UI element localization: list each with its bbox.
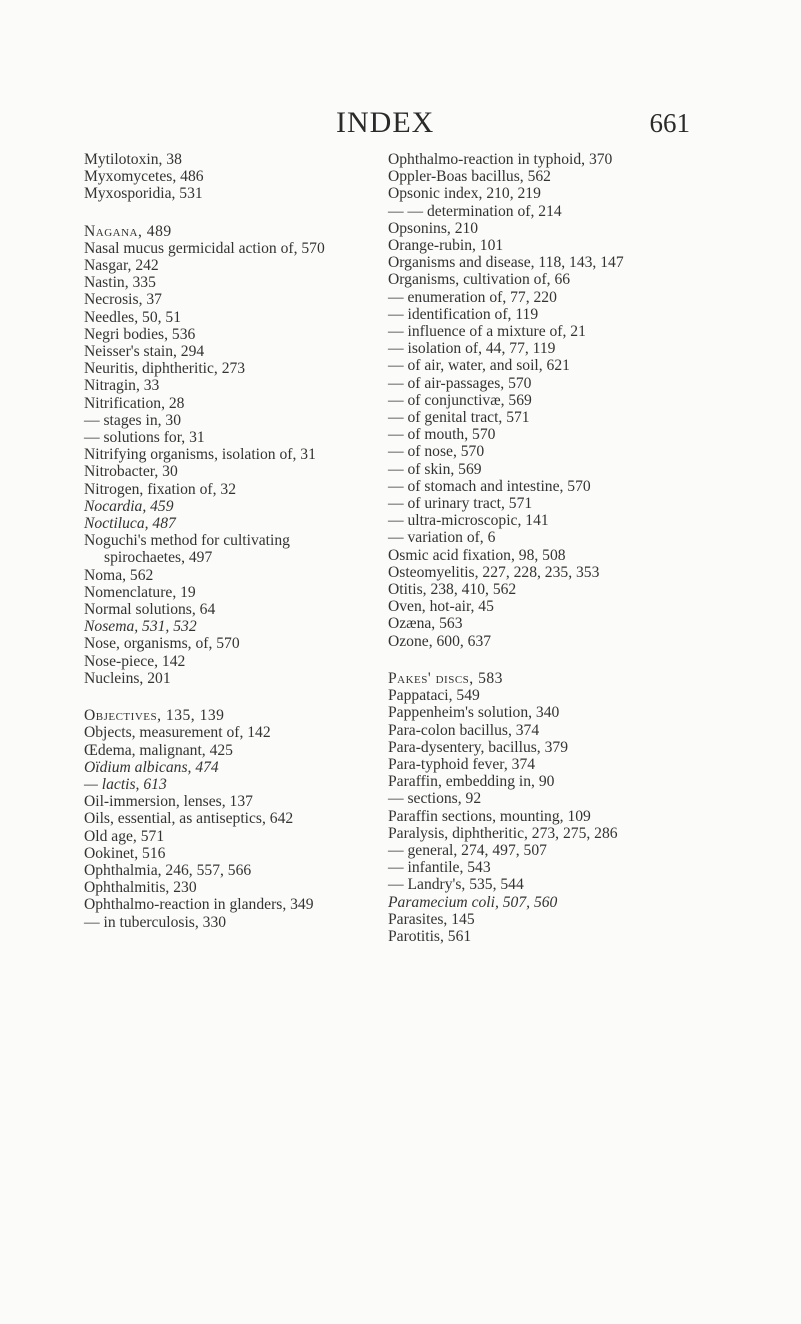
index-entry: Mytilotoxin, 38 [84, 151, 182, 168]
index-entry: Œdema, malignant, 425 [84, 741, 233, 759]
index-entry: Ophthalmo-reaction in typhoid, 370 [388, 151, 613, 168]
index-entry: Neuritis, diphtheritic, 273 [84, 360, 246, 378]
index-entry: Necrosis, 37 [84, 291, 162, 309]
index-entry: — influence of a mixture of, 21 [388, 323, 586, 341]
index-entry: Myxomycetes, 486 [84, 168, 204, 186]
index-entry: Para-dysentery, bacillus, 379 [388, 738, 568, 756]
index-entry: Para-typhoid fever, 374 [388, 755, 536, 773]
index-entry: Opsonic index, 210, 219 [388, 185, 541, 203]
index-entry: Objectives, 135, 139 [84, 707, 225, 725]
index-entry: — stages in, 30 [84, 411, 182, 429]
index-entry: — of nose, 570 [388, 443, 485, 461]
index-entry: Organisms, cultivation of, 66 [388, 271, 571, 289]
index-entry: — of stomach and intestine, 570 [388, 477, 591, 495]
index-heading: INDEX [336, 106, 435, 139]
index-entry: Myxosporidia, 531 [84, 185, 203, 203]
index-entry: Ozone, 600, 637 [388, 632, 492, 650]
index-entry: — enumeration of, 77, 220 [388, 288, 557, 306]
page-header [0, 102, 801, 142]
index-entry: Parotitis, 561 [388, 927, 472, 945]
index-entry: Pappataci, 549 [388, 687, 480, 705]
index-entry: Neisser's stain, 294 [84, 343, 205, 361]
index-entry: Ookinet, 516 [84, 844, 166, 862]
index-entry: Nagana, 489 [84, 222, 172, 240]
index-entry: Nucleins, 201 [84, 669, 171, 687]
section-gap [388, 650, 690, 670]
index-entry: Paraffin, embedding in, 90 [388, 773, 555, 791]
index-entry: Paraffin sections, mounting, 109 [388, 807, 591, 825]
index-entry: Osteomyelitis, 227, 228, 235, 353 [388, 563, 600, 581]
index-entry: Nosema, 531, 532 [84, 618, 197, 636]
index-entry: Osmic acid fixation, 98, 508 [388, 546, 566, 564]
index-entry: Nasgar, 242 [84, 257, 159, 275]
page-number: 661 [649, 108, 690, 138]
index-entry: — identification of, 119 [388, 305, 539, 323]
index-entry: — solutions for, 31 [84, 429, 205, 447]
index-entry: Normal solutions, 64 [84, 601, 216, 619]
index-entry: — infantile, 543 [388, 859, 491, 877]
left-index-column [84, 151, 352, 931]
index-entry: Noctiluca, 487 [84, 515, 176, 533]
index-entry: Opsonins, 210 [388, 219, 479, 237]
index-entry: Otitis, 238, 410, 562 [388, 581, 517, 599]
index-entry: Nocardia, 459 [84, 497, 174, 515]
index-entry: Nitrifying organisms, isolation of, 31 [84, 446, 316, 464]
index-entry: Organisms and disease, 118, 143, 147 [388, 254, 624, 272]
index-entry: Ophthalmia, 246, 557, 566 [84, 861, 252, 879]
index-entry: — of air-passages, 570 [388, 374, 532, 392]
index-entry: — isolation of, 44, 77, 119 [388, 340, 556, 358]
index-entry: Nose-piece, 142 [84, 652, 186, 670]
index-entry: Oïdium albicans, 474 [84, 758, 219, 776]
index-entry: Old age, 571 [84, 827, 165, 845]
section-gap [84, 687, 352, 707]
index-entry: Parasites, 145 [388, 910, 475, 928]
index-entry: Nitrobacter, 30 [84, 463, 178, 481]
index-entry: Nitragin, 33 [84, 377, 160, 395]
index-entry: — general, 274, 497, 507 [388, 841, 547, 859]
index-entry: — — determination of, 214 [388, 202, 562, 220]
index-entry: — in tuberculosis, 330 [84, 913, 227, 931]
index-entry: Noma, 562 [84, 566, 154, 584]
index-entry: Nitrification, 28 [84, 394, 185, 412]
right-index-column [388, 151, 690, 945]
index-entry: Oppler-Boas bacillus, 562 [388, 168, 551, 186]
index-entry: Oils, essential, as antiseptics, 642 [84, 810, 294, 828]
index-entry: — of skin, 569 [388, 460, 482, 478]
index-entry: — variation of, 6 [388, 529, 496, 547]
index-entry: — of urinary tract, 571 [388, 495, 533, 513]
index-entry: Needles, 50, 51 [84, 308, 182, 326]
index-entry: Objects, measurement of, 142 [84, 724, 271, 742]
index-entry: Oil-immersion, lenses, 137 [84, 793, 253, 811]
index-entry: Para-colon bacillus, 374 [388, 721, 540, 739]
index-entry: Pappenheim's solution, 340 [388, 704, 560, 722]
index-entry: Nose, organisms, of, 570 [84, 635, 240, 653]
index-entry: — of genital tract, 571 [388, 409, 530, 427]
index-entry: Nomenclature, 19 [84, 583, 196, 601]
index-entry: Pakes' discs, 583 [388, 669, 503, 687]
index-entry: — lactis, 613 [84, 775, 167, 793]
index-entry: Oven, hot-air, 45 [388, 598, 494, 616]
index-entry: Ozæna, 563 [388, 615, 463, 633]
index-entry: Orange-rubin, 101 [388, 237, 504, 255]
index-entry: — sections, 92 [388, 790, 482, 808]
index-entry: Ophthalmitis, 230 [84, 879, 197, 897]
index-entry: Ophthalmo-reaction in glanders, 349 [84, 896, 314, 914]
index-entry: — of mouth, 570 [388, 426, 496, 444]
section-gap [84, 203, 352, 223]
index-entry: Nasal mucus germicidal action of, 570 [84, 239, 325, 257]
index-entry: Negri bodies, 536 [84, 325, 196, 343]
index-entry: Paralysis, diphtheritic, 273, 275, 286 [388, 824, 618, 842]
index-entry: — of conjunctivæ, 569 [388, 391, 532, 409]
index-entry: — Landry's, 535, 544 [388, 876, 524, 894]
index-entry: — ultra-microscopic, 141 [388, 512, 549, 530]
index-entry: Nastin, 335 [84, 274, 156, 292]
index-entry: Noguchi's method for cultivating spirochaetes, 497 [84, 532, 290, 567]
index-entry: Nitrogen, fixation of, 32 [84, 480, 237, 498]
index-entry: — of air, water, and soil, 621 [388, 357, 570, 375]
index-entry: Paramecium coli, 507, 560 [388, 893, 558, 911]
